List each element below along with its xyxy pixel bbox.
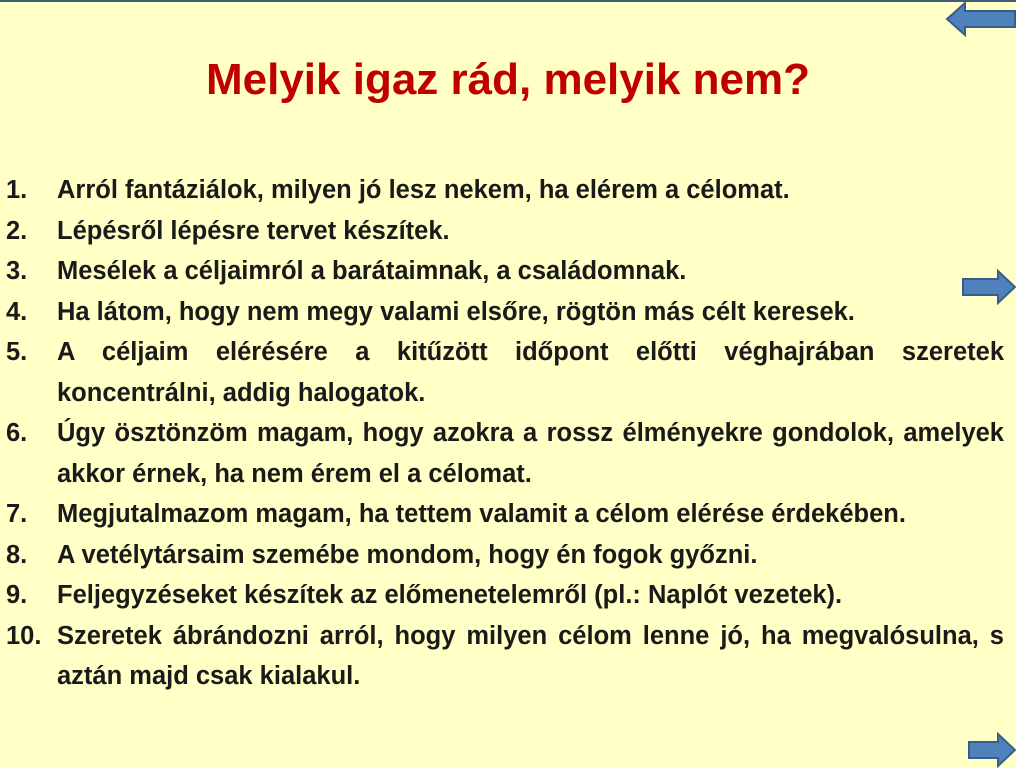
list-item	[0, 616, 1004, 697]
slide-title: Melyik igaz rád, melyik nem?	[205, 55, 810, 104]
list-item	[0, 413, 1004, 494]
item-number: 4.	[6, 297, 28, 326]
item-text: Feljegyzéseket készítek az előmenetelemről (pl.: Naplót vezetek).	[57, 581, 843, 609]
item-text: A vetélytársaim szemébe mondom, hogy én fogok győzni.	[57, 540, 758, 569]
item-number: 5.	[6, 338, 28, 366]
item-number: 6.	[6, 419, 28, 447]
item-number: 8.	[6, 540, 28, 569]
item-text: Lépésről lépésre tervet készítek.	[57, 216, 450, 245]
item-text: Ha látom, hogy nem megy valami elsőre, rögtön más célt keresek.	[57, 297, 855, 326]
back-arrow-icon[interactable]	[945, 1, 1016, 37]
item-number: 9.	[6, 581, 28, 609]
list-item	[0, 575, 1004, 616]
item-number: 3.	[6, 257, 28, 285]
list-item	[0, 251, 1004, 292]
item-number: 10.	[6, 621, 42, 650]
statement-list	[0, 170, 1004, 697]
next-arrow-icon[interactable]	[968, 732, 1016, 768]
list-item	[0, 332, 1004, 413]
item-number: 7.	[6, 500, 28, 528]
item-text: Arról fantáziálok, milyen jó lesz nekem, ha elérem a célomat.	[57, 176, 790, 204]
forward-arrow-icon[interactable]	[962, 269, 1016, 305]
item-text: Úgy ösztönzöm magam, hogy azokra a rossz élményekre gondolok, amelyek akkor érnek, ha nem érem el a célomat.	[57, 419, 1004, 488]
list-item	[0, 535, 1004, 576]
item-text: Megjutalmazom magam, ha tettem valamit a célom elérése érdekében.	[57, 500, 906, 528]
item-number: 2.	[6, 216, 28, 245]
item-text: Mesélek a céljaimról a barátaimnak, a családomnak.	[57, 257, 687, 285]
list-item	[0, 170, 1004, 211]
item-number: 1.	[6, 176, 28, 204]
top-rule	[0, 0, 1016, 2]
item-text: A céljaim elérésére a kitűzött időpont előtti véghajrában szeretek koncentrálni, addig halogatok.	[57, 338, 1004, 407]
list-item	[0, 211, 1004, 252]
list-item	[0, 292, 1004, 333]
list-item	[0, 494, 1004, 535]
item-text: Szeretek ábrándozni arról, hogy milyen célom lenne jó, ha megvalósulna, s aztán majd csak kialakul.	[57, 621, 1004, 690]
